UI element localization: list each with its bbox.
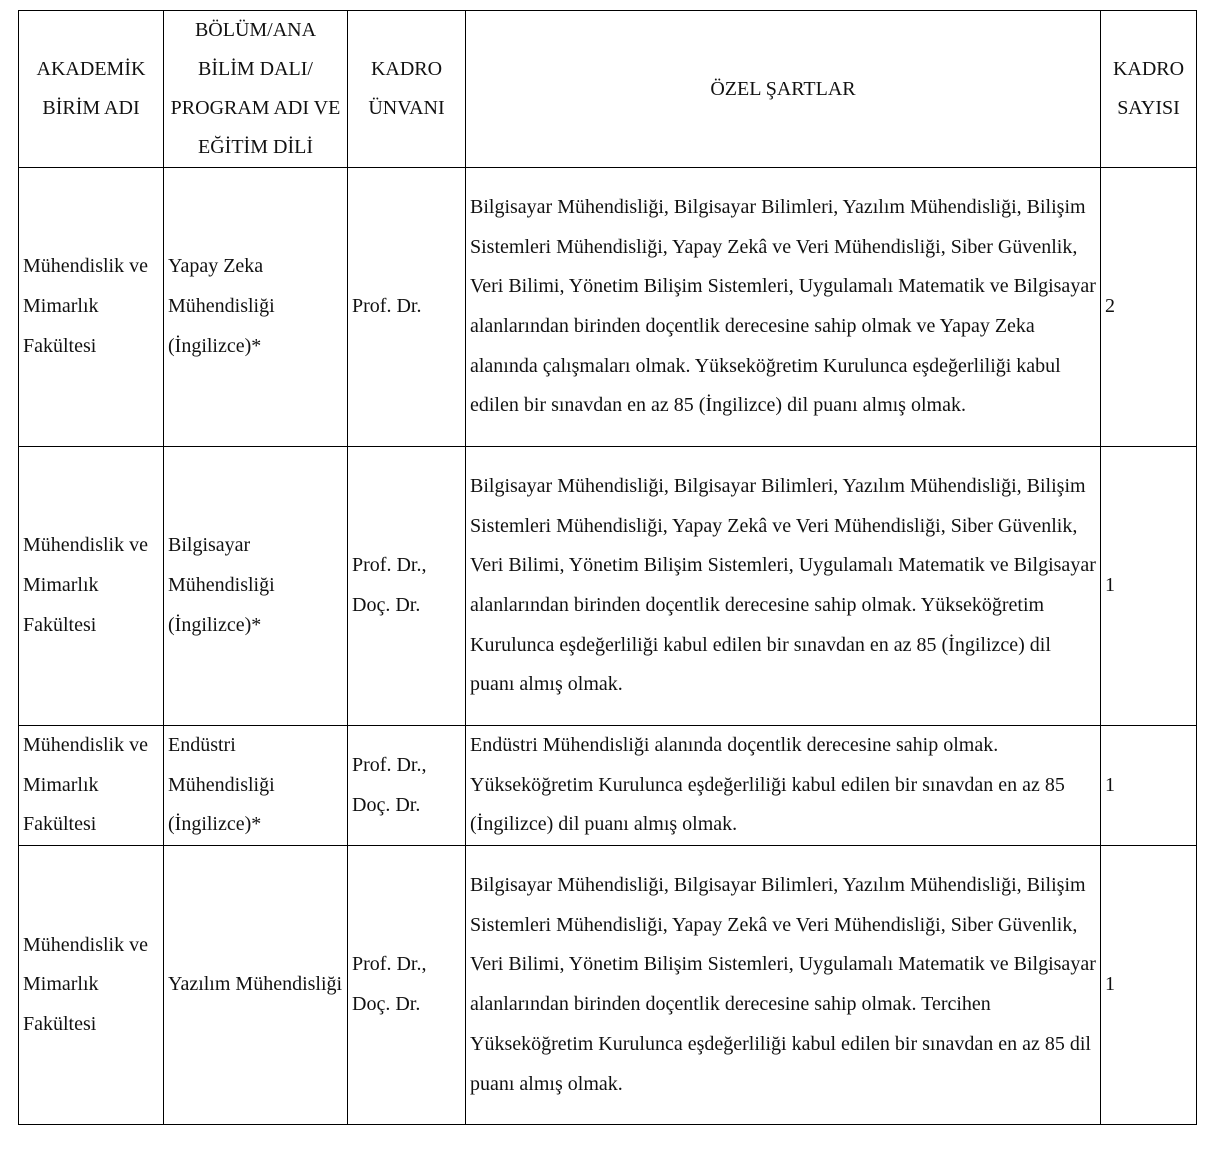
header-count: KADRO SAYISI: [1101, 11, 1197, 168]
cell-title: Prof. Dr., Doç. Dr.: [348, 447, 466, 726]
cell-title: Prof. Dr., Doç. Dr.: [348, 846, 466, 1125]
header-row: [19, 11, 1197, 168]
cell-unit: Mühendislik ve Mimarlık Fakültesi: [19, 726, 164, 846]
header-conditions: ÖZEL ŞARTLAR: [466, 11, 1101, 168]
cell-department: Endüstri Mühendisliği (İngilizce)*: [164, 726, 348, 846]
cell-count: 1: [1101, 846, 1197, 1125]
cell-department: Yapay Zeka Mühendisliği (İngilizce)*: [164, 168, 348, 447]
cell-conditions: Bilgisayar Mühendisliği, Bilgisayar Bilimleri, Yazılım Mühendisliği, Bilişim Sistemleri Mühendisliği, Yapay Zekâ ve Veri Mühendisliği, Siber Güvenlik, Veri Bilimi, Yönetim Bilişim Sistemleri, Uygulamalı Matematik ve Bilgisayar alanlarından birinden doçentlik derecesine sahip olmak. Yükseköğretim Kurulunca eşdeğerliliği kabul edilen bir sınavdan en az 85 (İngilizce) dil puanı almış olmak.: [466, 447, 1101, 726]
cell-unit: Mühendislik ve Mimarlık Fakültesi: [19, 168, 164, 447]
cell-count: 2: [1101, 168, 1197, 447]
cell-unit: Mühendislik ve Mimarlık Fakültesi: [19, 846, 164, 1125]
header-unit: AKADEMİK BİRİM ADI: [19, 11, 164, 168]
table-row: [19, 726, 1197, 846]
positions-table: [18, 10, 1197, 1125]
cell-title: Prof. Dr., Doç. Dr.: [348, 726, 466, 846]
cell-department: Bilgisayar Mühendisliği (İngilizce)*: [164, 447, 348, 726]
cell-conditions: Bilgisayar Mühendisliği, Bilgisayar Bilimleri, Yazılım Mühendisliği, Bilişim Sistemleri Mühendisliği, Yapay Zekâ ve Veri Mühendisliği, Siber Güvenlik, Veri Bilimi, Yönetim Bilişim Sistemleri, Uygulamalı Matematik ve Bilgisayar alanlarından birinden doçentlik derecesine sahip olmak ve Yapay Zeka alanında çalışmaları olmak. Yükseköğretim Kurulunca eşdeğerliliği kabul edilen bir sınavdan en az 85 (İngilizce) dil puanı almış olmak.: [466, 168, 1101, 447]
cell-conditions: Bilgisayar Mühendisliği, Bilgisayar Bilimleri, Yazılım Mühendisliği, Bilişim Sistemleri Mühendisliği, Yapay Zekâ ve Veri Mühendisliği, Siber Güvenlik, Veri Bilimi, Yönetim Bilişim Sistemleri, Uygulamalı Matematik ve Bilgisayar alanlarından birinden doçentlik derecesine sahip olmak. Tercihen Yükseköğretim Kurulunca eşdeğerliliği kabul edilen bir sınavdan en az 85 dil puanı almış olmak.: [466, 846, 1101, 1125]
cell-title: Prof. Dr.: [348, 168, 466, 447]
cell-department: Yazılım Mühendisliği: [164, 846, 348, 1125]
cell-conditions: Endüstri Mühendisliği alanında doçentlik derecesine sahip olmak. Yükseköğretim Kurulunca eşdeğerliliği kabul edilen bir sınavdan en az 85 (İngilizce) dil puanı almış olmak.: [466, 726, 1101, 846]
cell-unit: Mühendislik ve Mimarlık Fakültesi: [19, 447, 164, 726]
header-department: BÖLÜM/ANA BİLİM DALI/ PROGRAM ADI VE EĞİTİM DİLİ: [164, 11, 348, 168]
table-row: [19, 168, 1197, 447]
cell-count: 1: [1101, 726, 1197, 846]
cell-count: 1: [1101, 447, 1197, 726]
table-row: [19, 846, 1197, 1125]
header-title: KADRO ÜNVANI: [348, 11, 466, 168]
table-row: [19, 447, 1197, 726]
